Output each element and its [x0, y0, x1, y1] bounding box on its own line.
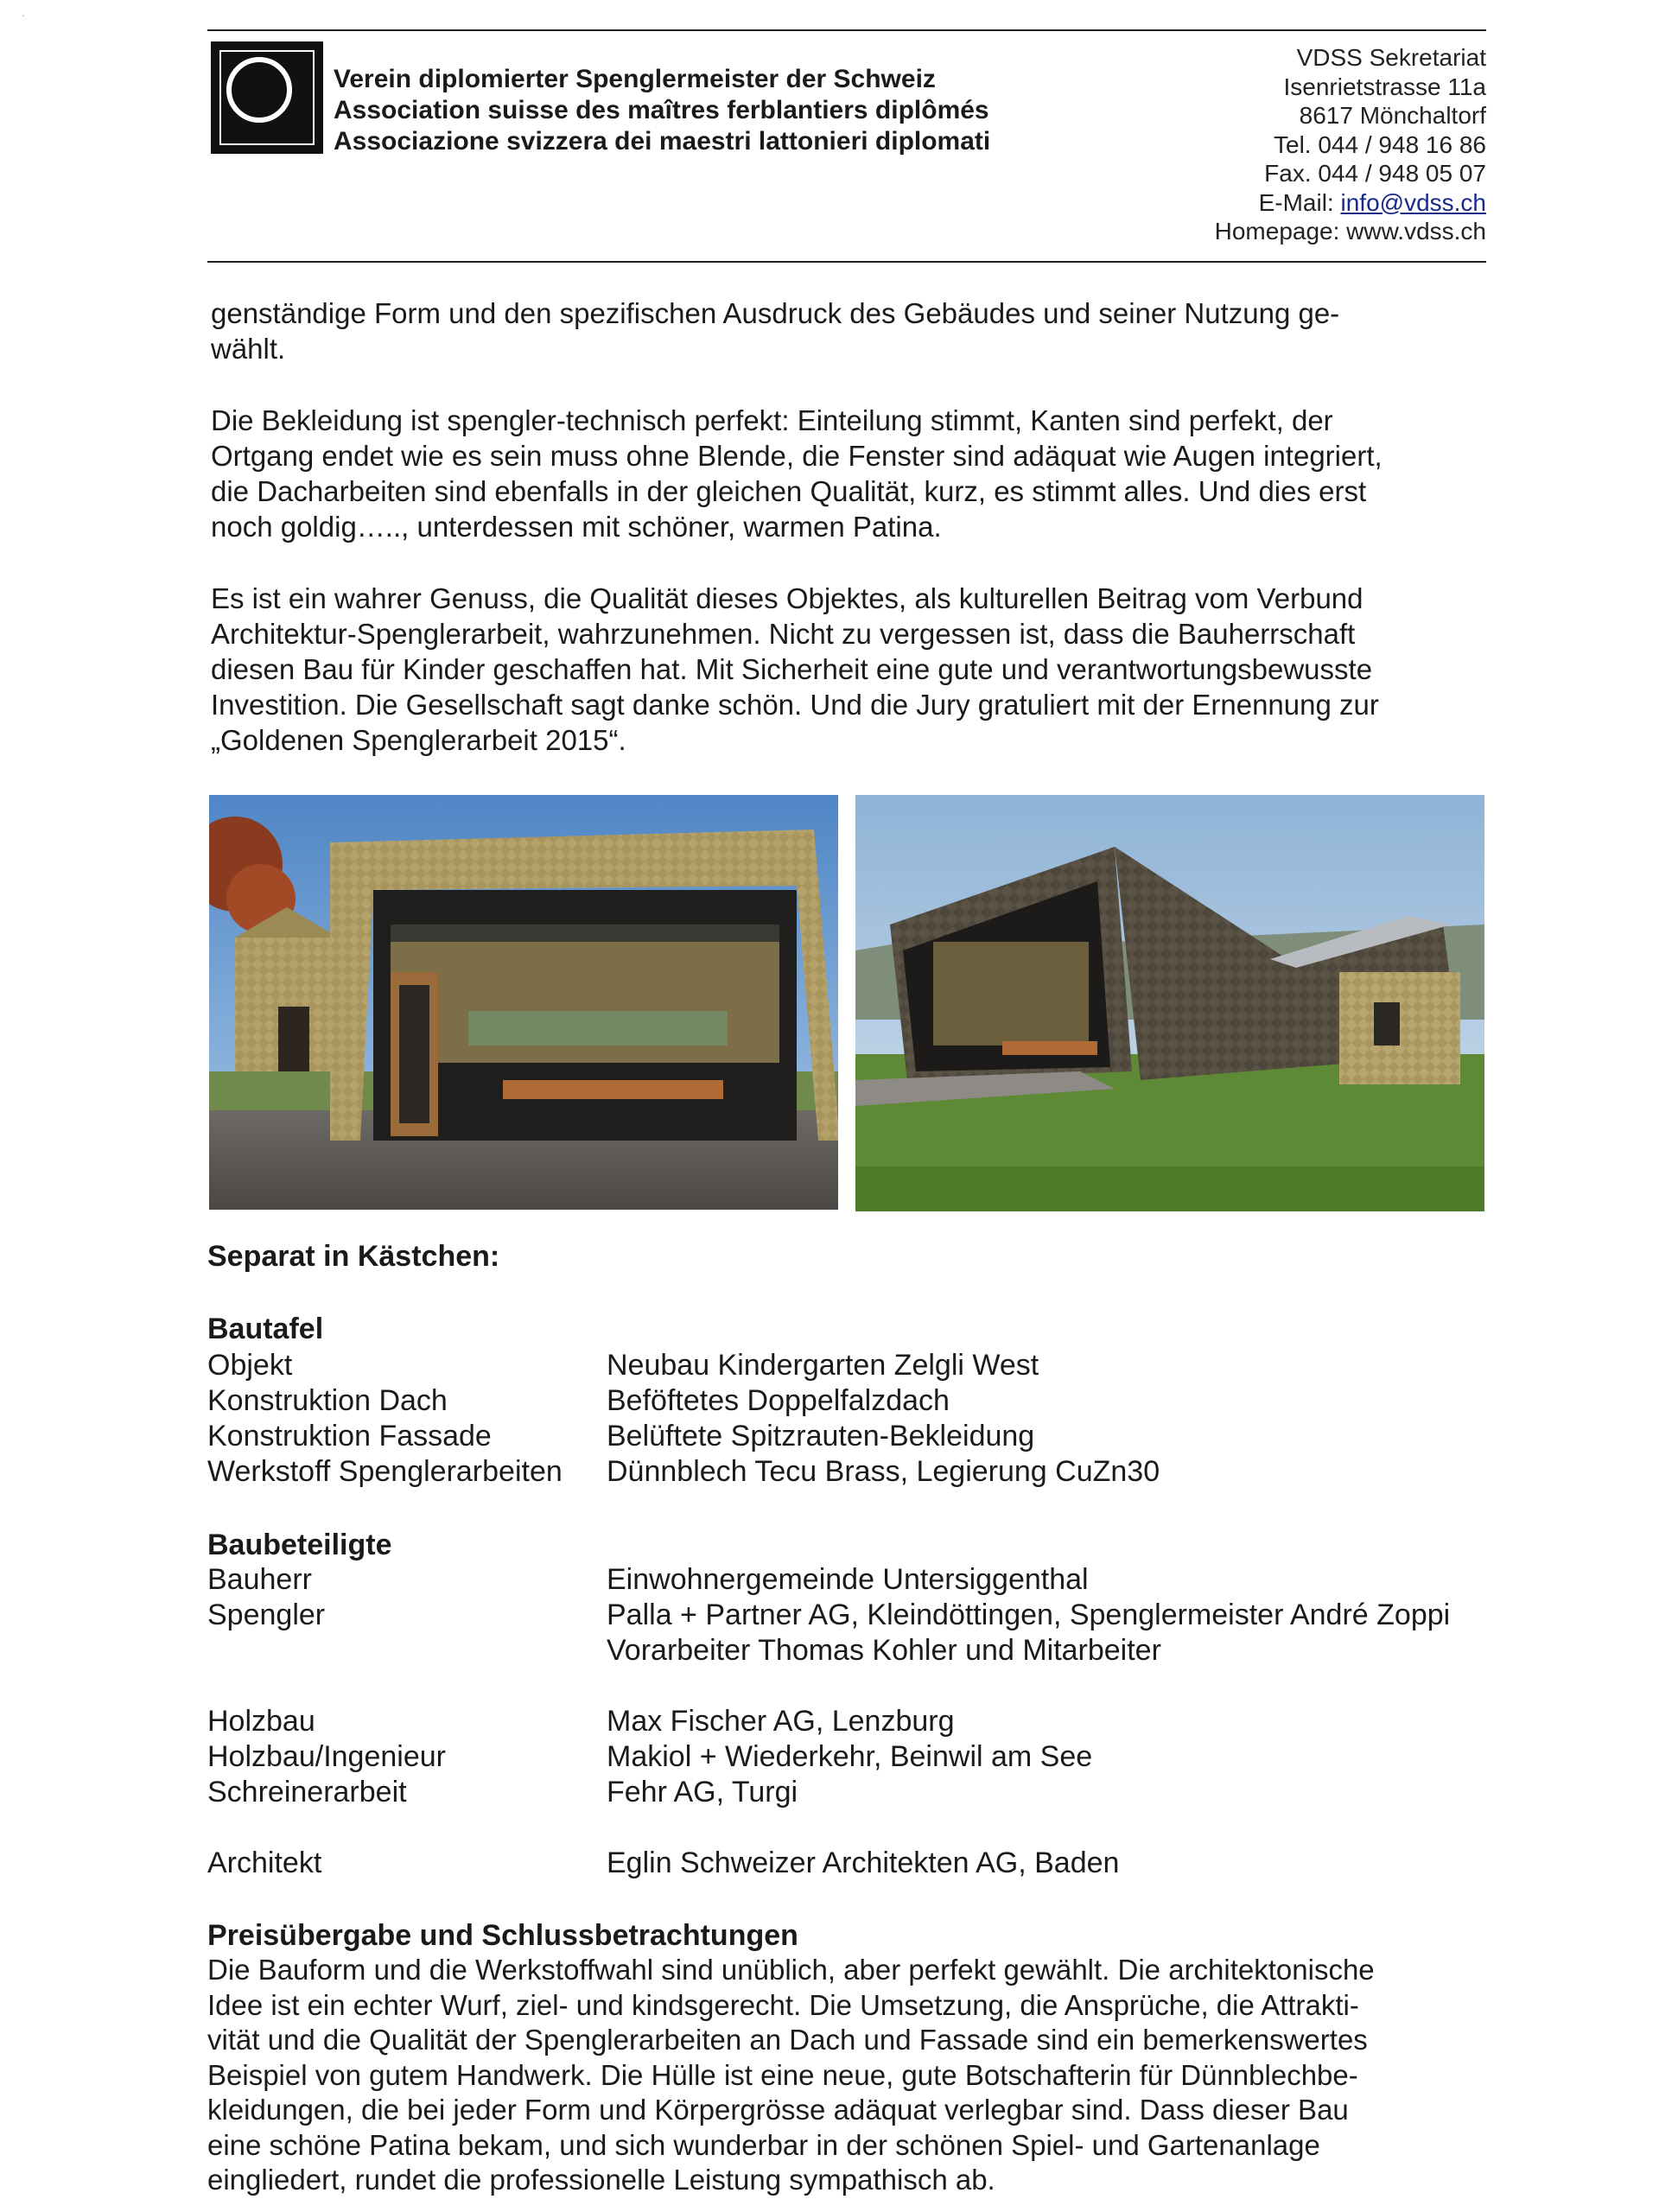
table-row — [207, 1348, 1503, 1383]
table-spacer — [207, 1810, 1503, 1846]
text-line: Architektur-Spenglerarbeit, wahrzunehmen. Nicht zu vergessen ist, dass die Bauherrschaft — [211, 618, 1356, 650]
text-line: Idee ist ein echter Wurf, ziel- und kindsgerecht. Die Umsetzung, die Ansprüche, die Attrakti- — [207, 1988, 1359, 2021]
table-row — [207, 1704, 1503, 1739]
text-line: noch goldig….., unterdessen mit schöner, warmen Patina. — [211, 511, 942, 543]
row-value: Neubau Kindergarten Zelgli West — [607, 1349, 1039, 1382]
table-row — [207, 1633, 1503, 1669]
email-label: E-Mail: — [1258, 188, 1341, 216]
text-line: eine schöne Patina bekam, und sich wunderbar in der schönen Spiel- und Gartenanlage — [207, 2128, 1320, 2161]
row-label: Holzbau/Ingenieur — [207, 1740, 446, 1773]
text-line: Ortgang endet wie es sein muss ohne Blende, die Fenster sind adäquat wie Augen integriert, — [211, 440, 1382, 472]
closing-title: Preisübergabe und Schlussbetrachtungen — [207, 1919, 798, 1952]
row-value: Makiol + Wiederkehr, Beinwil am See — [607, 1740, 1093, 1773]
row-label: Bauherr — [207, 1563, 312, 1596]
bautafel-title: Bautafel — [207, 1313, 324, 1345]
row-value: Vorarbeiter Thomas Kohler und Mitarbeiter — [607, 1634, 1161, 1667]
organization-names — [334, 64, 990, 157]
table-row — [207, 1419, 1503, 1454]
table-row — [207, 1383, 1503, 1419]
text-line: „Goldenen Spenglerarbeit 2015“. — [211, 724, 626, 756]
row-value: Einwohnergemeinde Untersiggenthal — [607, 1563, 1089, 1596]
contact-city: 8617 Mönchaltorf — [1299, 102, 1486, 129]
table-row — [207, 1739, 1503, 1775]
org-name-it: Associazione svizzera dei maestri lattonieri diplomati — [334, 127, 991, 156]
text-line: Investition. Die Gesellschaft sagt danke schön. Und die Jury gratuliert mit der Ernennung zur — [211, 689, 1379, 721]
row-label: Konstruktion Dach — [207, 1384, 448, 1417]
row-value: Eglin Schweizer Architekten AG, Baden — [607, 1847, 1120, 1879]
row-label: Holzbau — [207, 1705, 315, 1738]
section-box-title: Separat in Kästchen: — [207, 1240, 500, 1273]
row-value: Fehr AG, Turgi — [607, 1776, 798, 1808]
row-label: Konstruktion Fassade — [207, 1420, 492, 1452]
row-label: Werkstoff Spenglerarbeiten — [207, 1455, 563, 1488]
text-line: Es ist ein wahrer Genuss, die Qualität dieses Objektes, als kulturellen Beitrag vom Verbund — [211, 582, 1363, 614]
org-name-fr: Association suisse des maîtres ferblantiers diplômés — [334, 96, 989, 124]
table-row — [207, 1775, 1503, 1810]
paragraph-1 — [211, 296, 1507, 366]
contact-phone: Tel. 044 / 948 16 86 — [1274, 130, 1486, 158]
contact-secretariat: VDSS Sekretariat — [1296, 44, 1486, 71]
contact-block — [1215, 43, 1486, 246]
paragraph-3 — [211, 581, 1507, 758]
row-value: Max Fischer AG, Lenzburg — [607, 1705, 955, 1738]
photo-kindergarten-side — [855, 795, 1484, 1211]
text-line: die Dacharbeiten sind ebenfalls in der gleichen Qualität, kurz, es stimmt alles. Und dies erst — [211, 475, 1367, 507]
row-label: Architekt — [207, 1847, 322, 1879]
email-link[interactable]: info@vdss.ch — [1340, 188, 1486, 216]
row-value: Dünnblech Tecu Brass, Legierung CuZn30 — [607, 1455, 1160, 1488]
text-line: wählt. — [211, 333, 286, 365]
contact-email-line — [1215, 188, 1486, 218]
org-name-de: Verein diplomierter Spenglermeister der Schweiz — [334, 65, 936, 93]
photo-kindergarten-front — [209, 795, 838, 1210]
header-bottom-rule — [207, 261, 1486, 263]
baubeteiligte-title: Baubeteiligte — [207, 1529, 392, 1561]
bautafel-table — [207, 1348, 1503, 1490]
row-label: Objekt — [207, 1349, 293, 1382]
text-line: Die Bauform und die Werkstoffwahl sind unüblich, aber perfekt gewählt. Die architektonische — [207, 1954, 1375, 1986]
row-label: Spengler — [207, 1599, 326, 1631]
row-value: Beföftetes Doppelfalzdach — [607, 1384, 950, 1417]
table-spacer — [207, 1669, 1503, 1704]
closing-paragraph — [207, 1953, 1503, 2198]
baubeteiligte-table — [207, 1562, 1503, 1881]
contact-homepage: Homepage: www.vdss.ch — [1214, 218, 1486, 245]
row-label: Schreinerarbeit — [207, 1776, 407, 1808]
text-line: kleidungen, die bei jeder Form und Körpergrösse adäquat verlegbar sind. Dass dieser Bau — [207, 2094, 1349, 2126]
text-line: diesen Bau für Kinder geschaffen hat. Mit Sicherheit eine gute und verantwortungsbewusste — [211, 653, 1373, 685]
header-top-rule — [207, 29, 1486, 31]
text-line: Die Bekleidung ist spengler-technisch perfekt: Einteilung stimmt, Kanten sind perfekt, der — [211, 404, 1333, 436]
row-value: Belüftete Spitzrauten-Bekleidung — [607, 1420, 1035, 1452]
contact-street: Isenrietstrasse 11a — [1283, 73, 1486, 100]
vdss-logo — [211, 41, 323, 154]
text-line: vität und die Qualität der Spenglerarbeiten an Dach und Fassade sind ein bemerkenswertes — [207, 2024, 1368, 2056]
text-line: genständige Form und den spezifischen Ausdruck des Gebäudes und seiner Nutzung ge- — [211, 297, 1340, 329]
table-row — [207, 1562, 1503, 1598]
scan-mark: ' — [22, 14, 24, 23]
table-row — [207, 1598, 1503, 1633]
text-line: Beispiel von gutem Handwerk. Die Hülle ist eine neue, gute Botschafterin für Dünnblechbe- — [207, 2058, 1358, 2091]
row-value: Palla + Partner AG, Kleindöttingen, Spenglermeister André Zoppi — [607, 1599, 1451, 1631]
contact-fax: Fax. 044 / 948 05 07 — [1264, 160, 1486, 187]
table-row — [207, 1846, 1503, 1881]
paragraph-2 — [211, 403, 1507, 544]
text-line: eingliedert, rundet die professionelle Leistung sympathisch ab. — [207, 2164, 995, 2196]
table-row — [207, 1454, 1503, 1490]
